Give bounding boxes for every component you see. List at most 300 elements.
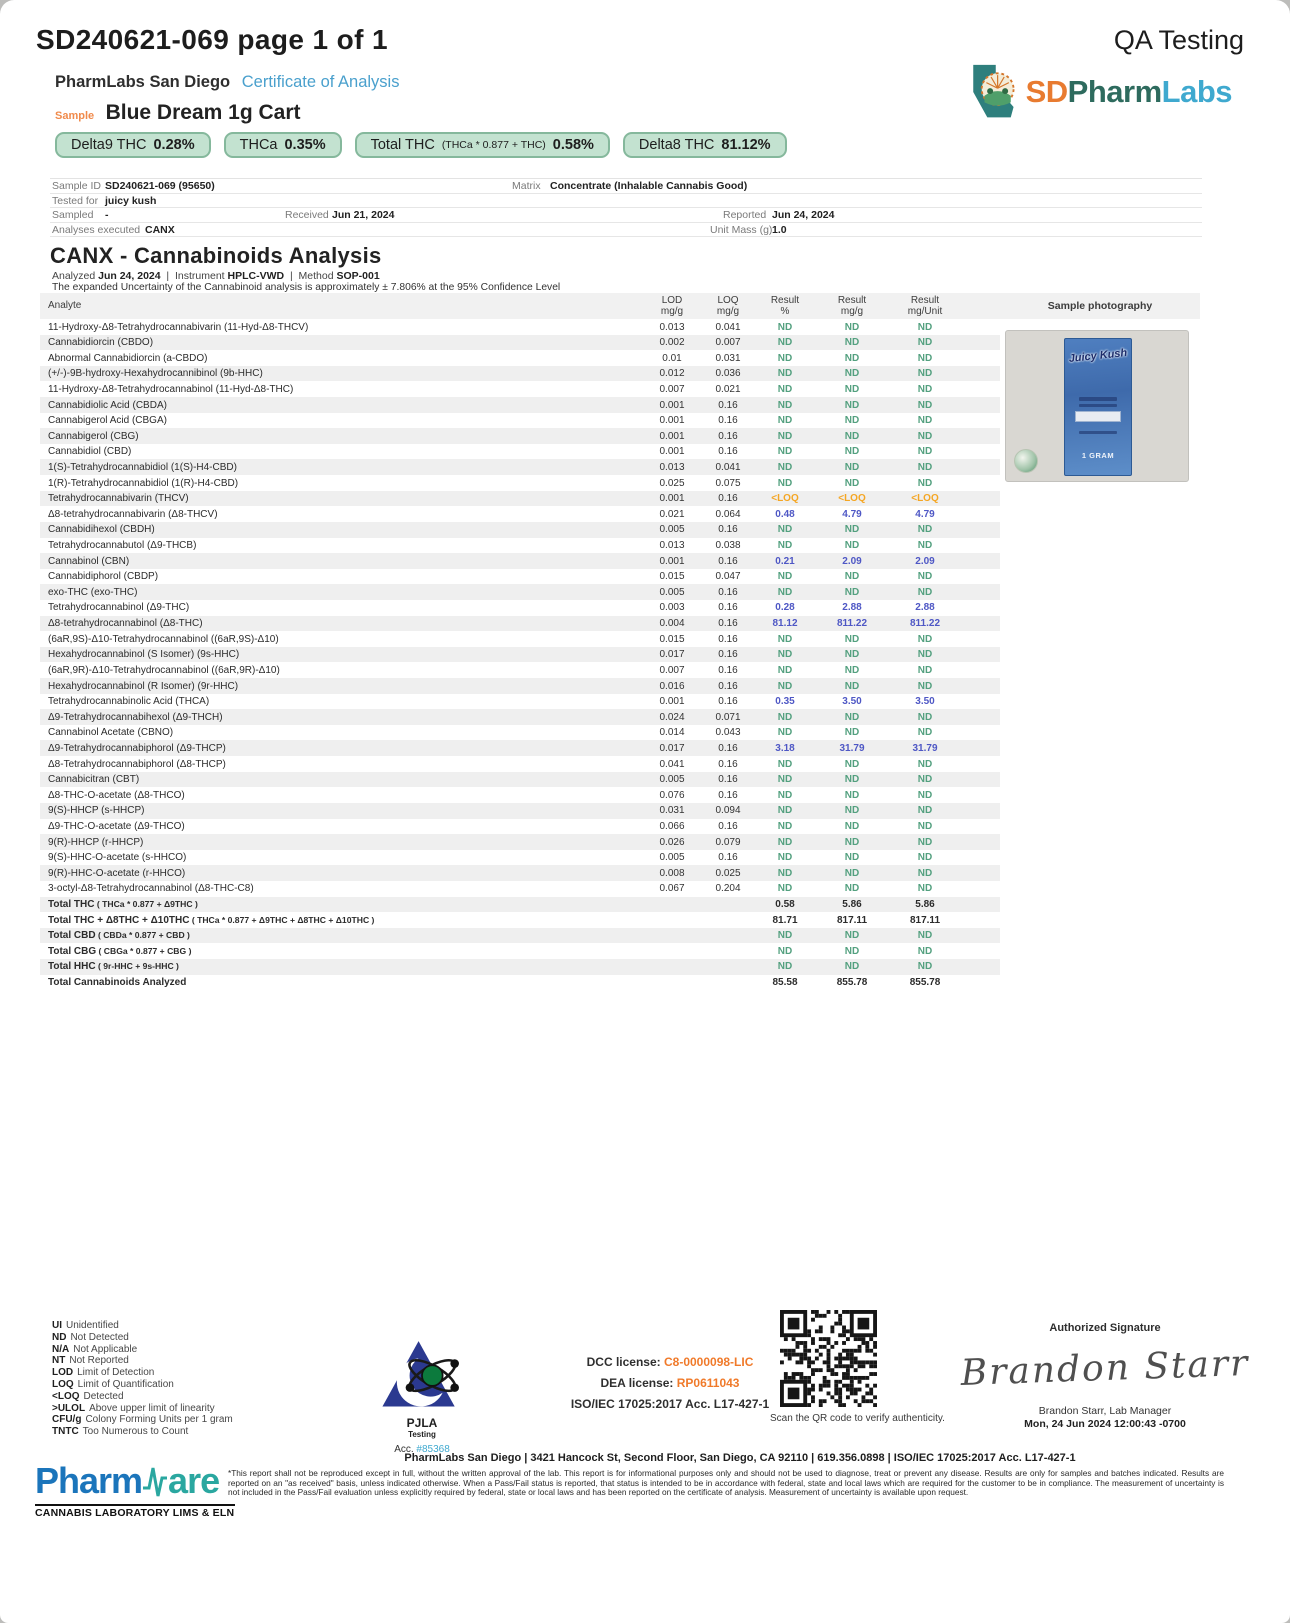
info-row: [50, 179, 1202, 194]
table-cell: ND: [917, 727, 933, 739]
table-cell: ND: [777, 383, 793, 395]
table-cell: ND: [777, 805, 793, 817]
table-cell: 0.021: [715, 383, 741, 395]
legend-item: LOD Limit of Detection: [52, 1367, 155, 1379]
table-row: 9(S)-HHC-O-acetate (s-HHCO) 0.005 0.16 ND ND ND: [40, 850, 1000, 866]
table-cell: 0.015: [659, 633, 685, 645]
col-sample-photography: Sample photography: [1047, 300, 1153, 312]
table-row: Cannabigerol (CBG) 0.001 0.16 ND ND ND: [40, 428, 1000, 444]
table-cell: 0.16: [718, 446, 738, 458]
pharmware-tagline: CANNABIS LABORATORY LIMS & ELN: [35, 1504, 235, 1519]
table-cell: 0.094: [715, 805, 741, 817]
lab-title-line: [55, 73, 399, 92]
table-row: exo-THC (exo-THC) 0.005 0.16 ND ND ND: [40, 584, 1000, 600]
dea-license-line: DEA license: RP0611043: [600, 1376, 740, 1390]
table-cell: ND: [917, 649, 933, 661]
table-cell: 0.016: [659, 680, 685, 692]
table-cell: 0.031: [715, 352, 741, 364]
table-cell: ND: [917, 571, 933, 583]
table-cell: ND: [844, 711, 860, 723]
col-result-mgunit: Result mg/Unit: [907, 295, 943, 317]
table-cell: 2.88: [842, 602, 862, 614]
table-cell: <LOQ: [838, 493, 866, 505]
table-cell: ND: [777, 711, 793, 723]
table-cell: 0.066: [659, 821, 685, 832]
table-cell: 0.16: [718, 493, 738, 505]
table-cell: 0.024: [659, 711, 685, 723]
info-row: [50, 208, 1202, 223]
table-cell: 0.013: [659, 321, 685, 333]
table-row: Tetrahydrocannabivarin (THCV) 0.001 0.16 <LOQ <LOQ <LOQ: [40, 491, 1000, 507]
table-row: Δ9-THC-O-acetate (Δ9-THCO) 0.066 0.16 ND ND ND: [40, 819, 1000, 835]
table-cell: ND: [777, 540, 793, 552]
table-row: Δ8-tetrahydrocannabinol (Δ8-THC) 0.004 0.16 81.12 811.22 811.22: [40, 616, 1000, 632]
table-cell: ND: [777, 867, 793, 879]
table-cell: 0.031: [659, 805, 685, 817]
table-cell: ND: [777, 633, 793, 645]
method-label: Method: [298, 270, 334, 282]
table-row: Cannabidiol (CBD) 0.001 0.16 ND ND ND: [40, 444, 1000, 460]
table-cell: ND: [777, 368, 793, 380]
table-cell: 5.86: [915, 899, 935, 911]
table-cell: ND: [917, 836, 933, 848]
table-cell: ND: [844, 571, 860, 583]
dcc-license-line: DCC license: C8-0000098-LIC: [586, 1355, 754, 1369]
table-row: 1(R)-Tetrahydrocannabidiol (1(R)-H4-CBD) 0.025 0.075 ND ND ND: [40, 475, 1000, 491]
table-cell: 5.86: [842, 899, 862, 911]
table-row: Tetrahydrocannabinolic Acid (THCA) 0.001 0.16 0.35 3.50 3.50: [40, 694, 1000, 710]
received-label: Received: [285, 209, 329, 221]
table-cell: 817.11: [909, 914, 941, 926]
table-cell: 0.047: [715, 571, 741, 583]
table-cell: ND: [844, 633, 860, 645]
table-row: Tetrahydrocannabinol (Δ9-THC) 0.003 0.16 0.28 2.88 2.88: [40, 600, 1000, 616]
table-row: 9(R)-HHCP (r-HHCP) 0.026 0.079 ND ND ND: [40, 834, 1000, 850]
legend-item: <LOQ Detected: [52, 1390, 124, 1402]
table-row: Cannabinol Acetate (CBNO) 0.014 0.043 ND ND ND: [40, 725, 1000, 741]
legend-item: LOQ Limit of Quantification: [52, 1378, 174, 1390]
sampled-label: Sampled: [52, 209, 94, 221]
table-row: (6aR,9R)-Δ10-Tetrahydrocannabinol ((6aR,9R)-Δ10) 0.007 0.16 ND ND ND: [40, 662, 1000, 678]
table-cell: 0.001: [659, 415, 685, 427]
table-cell: 2.88: [915, 602, 935, 614]
table-cell: ND: [777, 524, 793, 536]
table-cell: 0.01: [662, 352, 682, 364]
col-result-mgg: Result mg/g: [837, 295, 867, 317]
doc-type: Certificate of Analysis: [241, 73, 400, 91]
table-cell: ND: [844, 649, 860, 661]
table-cell: ND: [917, 852, 933, 864]
table-row: Δ9-Tetrahydrocannabiphorol (Δ9-THCP) 0.017 0.16 3.18 31.79 31.79: [40, 740, 1000, 756]
col-lod: LOD mg/g: [660, 295, 684, 317]
table-cell: ND: [844, 352, 860, 364]
table-cell: ND: [844, 368, 860, 380]
table-cell: 0.013: [659, 540, 685, 552]
table-cell: 0.16: [718, 821, 738, 832]
table-row: Cannabicitran (CBT) 0.005 0.16 ND ND ND: [40, 772, 1000, 788]
table-cell: ND: [844, 758, 860, 770]
table-cell: ND: [917, 461, 933, 473]
table-cell: ND: [917, 789, 933, 801]
pjla-logo-icon: [379, 1336, 465, 1410]
table-cell: ND: [777, 415, 793, 427]
table-cell: ND: [917, 633, 933, 645]
instrument-value: HPLC-VWD: [227, 270, 285, 282]
table-cell: 811.22: [909, 618, 941, 630]
reported-label: Reported: [723, 209, 767, 221]
table-cell: ND: [917, 883, 933, 895]
product-package: [1064, 338, 1132, 476]
table-cell: 0.015: [659, 571, 685, 583]
section-title: CANX - Cannabinoids Analysis: [50, 243, 382, 268]
table-row: Total THC ( THCa * 0.877 + Δ9THC ) 0.58 5.86 5.86: [40, 897, 1000, 913]
table-row: Total Cannabinoids Analyzed 85.58 855.78 855.78: [40, 975, 1000, 991]
table-cell: ND: [777, 789, 793, 801]
qa-testing-label: QA Testing: [1113, 25, 1244, 55]
logo-wordmark: [1026, 74, 1232, 110]
table-cell: ND: [777, 571, 793, 583]
disclaimer-text: *This report shall not be reproduced except in full, without the written approval of the lab. This report is for informational purposes only and should not be used to diagnose, treat or prevent any disease. Results are only for samples and batches indicated. Results are reported on an "as received" basis, unless indicated otherwise. When a Pass/Fail status is reported, that status is intended to be in accordance with federal, state and local laws which are required for the customer to be in compliance. The measurement of uncertainty is not included in the Pass/Fail evaluation unless explicitly required by federal, state or local laws and has been reported on the certificate of analysis. Measurement of uncertainty is available upon request.: [228, 1468, 1224, 1498]
table-cell: 0.16: [718, 789, 738, 801]
table-cell: ND: [917, 664, 933, 676]
col-result-pct: Result %: [770, 295, 800, 317]
table-cell: ND: [844, 883, 860, 895]
table-cell: 0.005: [659, 524, 685, 536]
table-row: Total THC + Δ8THC + Δ10THC ( THCa * 0.877 + Δ9THC + Δ8THC + Δ10THC ) 81.71 817.11 817.11: [40, 912, 1000, 928]
table-cell: ND: [917, 337, 933, 349]
iso-accreditation-line: ISO/IEC 17025:2017 Acc. L17-427-1: [570, 1397, 770, 1411]
analyzed-date: Jun 24, 2024: [98, 270, 161, 282]
table-cell: ND: [917, 540, 933, 552]
table-cell: 855.78: [836, 977, 868, 989]
reported-value: Jun 24, 2024: [772, 209, 835, 221]
table-row: 9(S)-HHCP (s-HHCP) 0.031 0.094 ND ND ND: [40, 803, 1000, 819]
table-cell: ND: [844, 321, 860, 333]
unit-mass-value: 1.0: [772, 223, 787, 236]
table-cell: 0.017: [659, 649, 685, 661]
table-cell: 0.002: [659, 337, 685, 349]
table-cell: 0.075: [715, 477, 741, 489]
table-cell: 0.16: [718, 852, 738, 864]
table-cell: 0.076: [659, 789, 685, 801]
table-row: Cannabinol (CBN) 0.001 0.16 0.21 2.09 2.09: [40, 553, 1000, 569]
pjla-accreditation: [366, 1336, 478, 1455]
table-cell: ND: [777, 321, 793, 333]
table-cell: ND: [777, 352, 793, 364]
table-cell: 0.071: [715, 711, 741, 723]
california-map-icon: [962, 62, 1022, 122]
table-row: Hexahydrocannabinol (S Isomer) (9s-HHC) 0.017 0.16 ND ND ND: [40, 647, 1000, 663]
table-cell: ND: [917, 415, 933, 427]
table-cell: ND: [917, 586, 933, 598]
table-cell: 81.12: [772, 618, 798, 630]
table-cell: ND: [844, 961, 860, 973]
table-cell: ND: [777, 586, 793, 598]
table-row: (6aR,9S)-Δ10-Tetrahydrocannabinol ((6aR,9S)-Δ10) 0.015 0.16 ND ND ND: [40, 631, 1000, 647]
table-cell: 0.16: [718, 774, 738, 786]
table-cell: 0.16: [718, 649, 738, 661]
analysis-meta-line: Analyzed Jun 24, 2024 | Instrument HPLC-VWD | Method SOP-001: [52, 270, 380, 282]
table-cell: <LOQ: [911, 493, 939, 505]
table-cell: ND: [917, 930, 933, 942]
legend-item: TNTC Too Numerous to Count: [52, 1426, 189, 1438]
table-cell: <LOQ: [771, 493, 799, 505]
table-row: (+/-)-9B-hydroxy-Hexahydrocannibinol (9b-HHC) 0.012 0.036 ND ND ND: [40, 366, 1000, 382]
table-cell: 3.50: [915, 696, 935, 708]
table-cell: 0.28: [775, 602, 795, 614]
tested-for-label: Tested for: [52, 194, 99, 207]
table-cell: 0.35: [775, 696, 795, 708]
potency-badge: THCa 0.35%: [224, 132, 342, 158]
table-cell: ND: [917, 430, 933, 442]
table-row: Δ8-THC-O-acetate (Δ8-THCO) 0.076 0.16 ND ND ND: [40, 787, 1000, 803]
table-cell: ND: [844, 680, 860, 692]
table-cell: ND: [844, 461, 860, 473]
table-row: Tetrahydrocannabutol (Δ9-THCB) 0.013 0.038 ND ND ND: [40, 538, 1000, 554]
info-row: [50, 223, 1202, 238]
pharmware-wordmark: [35, 1460, 235, 1502]
table-cell: ND: [777, 727, 793, 739]
table-cell: ND: [844, 446, 860, 458]
document-id: SD240621-069 page 1 of 1: [36, 24, 389, 55]
table-cell: 0.041: [659, 758, 685, 770]
table-cell: ND: [777, 649, 793, 661]
table-cell: 0.043: [715, 727, 741, 739]
sample-line: [55, 101, 301, 125]
table-cell: 31.79: [839, 742, 865, 754]
table-cell: 3.50: [842, 696, 862, 708]
table-cell: ND: [777, 337, 793, 349]
table-cell: ND: [777, 945, 793, 957]
table-row: Cannabidiphorol (CBDP) 0.015 0.047 ND ND ND: [40, 569, 1000, 585]
analyses-value: CANX: [145, 223, 175, 236]
table-cell: 0.001: [659, 430, 685, 442]
table-cell: ND: [777, 446, 793, 458]
signature-block: [950, 1322, 1260, 1430]
table-cell: 0.16: [718, 555, 738, 567]
table-cell: ND: [917, 961, 933, 973]
table-cell: ND: [777, 930, 793, 942]
legend-item: UI Unidentified: [52, 1320, 119, 1331]
table-cell: ND: [844, 337, 860, 349]
table-cell: ND: [844, 430, 860, 442]
table-cell: ND: [917, 821, 933, 832]
sample-info-grid: [50, 178, 1202, 237]
instrument-label: Instrument: [175, 270, 225, 282]
table-cell: ND: [777, 430, 793, 442]
table-cell: 0.007: [659, 664, 685, 676]
table-cell: ND: [844, 945, 860, 957]
round-sticker: [1014, 449, 1038, 473]
table-cell: ND: [844, 477, 860, 489]
table-row: 1(S)-Tetrahydrocannabidiol (1(S)-H4-CBD) 0.013 0.041 ND ND ND: [40, 459, 1000, 475]
table-cell: 0.001: [659, 399, 685, 411]
table-row: Total CBD ( CBDa * 0.877 + CBD ) ND ND ND: [40, 928, 1000, 944]
table-cell: 0.021: [659, 508, 685, 520]
legend-item: ND Not Detected: [52, 1331, 129, 1343]
table-cell: 0.16: [718, 602, 738, 614]
signer-name-title: Brandon Starr, Lab Manager: [1038, 1405, 1172, 1417]
table-row: Total HHC ( 9r-HHC + 9s-HHC ) ND ND ND: [40, 959, 1000, 975]
table-cell: ND: [917, 805, 933, 817]
analyses-label: Analyses executed: [52, 223, 141, 236]
table-cell: 0.16: [718, 524, 738, 536]
signature-script: Brandon Starr: [960, 1342, 1250, 1395]
sample-name: Blue Dream 1g Cart: [105, 101, 301, 124]
table-cell: 0.16: [718, 399, 738, 411]
table-cell: 0.079: [715, 836, 741, 848]
table-cell: 0.16: [718, 696, 738, 708]
sample-id-label: Sample ID: [52, 180, 102, 192]
table-cell: ND: [844, 930, 860, 942]
table-cell: ND: [777, 883, 793, 895]
table-row: Cannabigerol Acid (CBGA) 0.001 0.16 ND ND ND: [40, 413, 1000, 429]
table-cell: 0.007: [715, 337, 741, 349]
analyzed-label: Analyzed: [52, 270, 96, 282]
signature-timestamp: Mon, 24 Jun 2024 12:00:43 -0700: [1024, 1418, 1186, 1430]
table-cell: 0.014: [659, 727, 685, 739]
unit-mass-label: Unit Mass (g): [710, 223, 773, 236]
qr-caption: Scan the QR code to verify authenticity.: [770, 1413, 945, 1424]
pjla-name: PJLA: [406, 1416, 438, 1430]
table-cell: 811.22: [836, 618, 868, 630]
table-cell: 0.16: [718, 633, 738, 645]
method-value: SOP-001: [336, 270, 380, 282]
table-cell: 855.78: [909, 977, 941, 989]
table-cell: 2.09: [915, 555, 935, 567]
table-cell: 0.036: [715, 368, 741, 380]
table-cell: 85.58: [772, 977, 798, 989]
table-cell: 0.041: [715, 321, 741, 333]
table-cell: ND: [917, 399, 933, 411]
table-row: 11-Hydroxy-Δ8-Tetrahydrocannabivarin (11-Hyd-Δ8-THCV) 0.013 0.041 ND ND ND: [40, 319, 1000, 335]
table-cell: ND: [917, 945, 933, 957]
logo-pharm: Pharm: [1067, 74, 1162, 109]
dcc-license-value: C8-0000098-LIC: [663, 1355, 754, 1369]
table-row: 9(R)-HHC-O-acetate (r-HHCO) 0.008 0.025 ND ND ND: [40, 865, 1000, 881]
col-analyte: Analyte: [48, 300, 82, 311]
table-cell: ND: [844, 867, 860, 879]
sampled-value: -: [105, 209, 109, 221]
package-size-text: 1 GRAM: [1081, 451, 1115, 460]
table-cell: 0.017: [659, 742, 685, 754]
table-cell: ND: [844, 586, 860, 598]
table-row: Abnormal Cannabidiorcin (a-CBDO) 0.01 0.031 ND ND ND: [40, 350, 1000, 366]
table-cell: ND: [917, 446, 933, 458]
table-cell: 0.041: [715, 461, 741, 473]
table-row: Δ8-Tetrahydrocannabiphorol (Δ8-THCP) 0.041 0.16 ND ND ND: [40, 756, 1000, 772]
table-cell: 0.001: [659, 446, 685, 458]
table-cell: ND: [844, 727, 860, 739]
table-cell: 0.58: [775, 899, 795, 911]
table-cell: 0.005: [659, 852, 685, 864]
table-cell: ND: [917, 368, 933, 380]
table-cell: 0.007: [659, 383, 685, 395]
table-cell: 2.09: [842, 555, 862, 567]
legend-item: CFU/g Colony Forming Units per 1 gram: [52, 1414, 233, 1426]
table-cell: ND: [917, 774, 933, 786]
matrix-value: Concentrate (Inhalable Cannabis Good): [550, 180, 748, 192]
table-cell: ND: [917, 383, 933, 395]
table-cell: 0.001: [659, 696, 685, 708]
logo-labs: Labs: [1161, 74, 1232, 109]
table-cell: 0.013: [659, 461, 685, 473]
table-cell: ND: [777, 774, 793, 786]
matrix-label: Matrix: [512, 180, 541, 192]
logo-sd: SD: [1025, 74, 1068, 109]
received-value: Jun 21, 2024: [332, 209, 395, 221]
sample-photo: [1005, 330, 1189, 482]
table-row: Δ8-tetrahydrocannabivarin (Δ8-THCV) 0.021 0.064 0.48 4.79 4.79: [40, 506, 1000, 522]
table-cell: ND: [777, 821, 793, 832]
table-cell: 0.008: [659, 867, 685, 879]
table-cell: 0.16: [718, 664, 738, 676]
table-cell: ND: [844, 836, 860, 848]
table-cell: 0.16: [718, 586, 738, 598]
table-cell: 0.16: [718, 430, 738, 442]
table-row: Δ9-Tetrahydrocannabihexol (Δ9-THCH) 0.024 0.071 ND ND ND: [40, 709, 1000, 725]
table-cell: 0.064: [715, 508, 741, 520]
pharmware-logo: [35, 1460, 235, 1519]
table-cell: 0.001: [659, 555, 685, 567]
table-cell: ND: [844, 821, 860, 832]
legend-item: NT Not Reported: [52, 1355, 129, 1367]
table-cell: 3.18: [775, 742, 795, 754]
table-cell: ND: [777, 399, 793, 411]
table-cell: 31.79: [912, 742, 938, 754]
table-cell: ND: [917, 680, 933, 692]
table-cell: ND: [844, 383, 860, 395]
table-cell: ND: [917, 321, 933, 333]
table-cell: 4.79: [915, 508, 935, 520]
table-cell: ND: [917, 477, 933, 489]
table-cell: 0.005: [659, 586, 685, 598]
potency-badge: Delta9 THC 0.28%: [55, 132, 211, 158]
table-cell: ND: [777, 758, 793, 770]
col-loq: LOQ mg/g: [716, 295, 740, 317]
table-cell: 0.16: [718, 415, 738, 427]
table-cell: 0.001: [659, 493, 685, 505]
table-cell: ND: [844, 524, 860, 536]
table-row: 3-octyl-Δ8-Tetrahydrocannabinol (Δ8-THC-C8) 0.067 0.204 ND ND ND: [40, 881, 1000, 897]
table-cell: 0.026: [659, 836, 685, 848]
table-cell: 4.79: [842, 508, 862, 520]
table-cell: ND: [777, 836, 793, 848]
table-row: Total CBG ( CBGa * 0.877 + CBG ) ND ND ND: [40, 943, 1000, 959]
pjla-accreditation-number: Acc. #85368: [394, 1444, 450, 1455]
table-cell: ND: [844, 664, 860, 676]
table-header: [40, 293, 1200, 319]
pjla-subtitle: Testing: [408, 1430, 436, 1439]
tested-for-value: juicy kush: [105, 194, 157, 207]
table-row: Hexahydrocannabinol (R Isomer) (9r-HHC) 0.016 0.16 ND ND ND: [40, 678, 1000, 694]
potency-badges: [55, 132, 787, 158]
table-cell: ND: [917, 352, 933, 364]
potency-badge: Delta8 THC 81.12%: [623, 132, 787, 158]
table-cell: 0.003: [659, 602, 685, 614]
table-row: Cannabidihexol (CBDH) 0.005 0.16 ND ND ND: [40, 522, 1000, 538]
table-cell: 817.11: [836, 914, 868, 926]
sample-id-value: SD240621-069 (95650): [105, 180, 215, 192]
table-row: Cannabidiolic Acid (CBDA) 0.001 0.16 ND ND ND: [40, 397, 1000, 413]
uncertainty-note: The expanded Uncertainty of the Cannabinoid analysis is approximately ± 7.806% at the 95% Confidence Level: [52, 282, 561, 293]
legend-item: >ULOL Above upper limit of linearity: [52, 1402, 215, 1414]
table-cell: 0.025: [715, 867, 741, 879]
info-row: [50, 194, 1202, 209]
pulse-line-icon: [142, 1464, 168, 1498]
table-cell: ND: [777, 477, 793, 489]
lab-name: PharmLabs San Diego: [55, 73, 231, 91]
